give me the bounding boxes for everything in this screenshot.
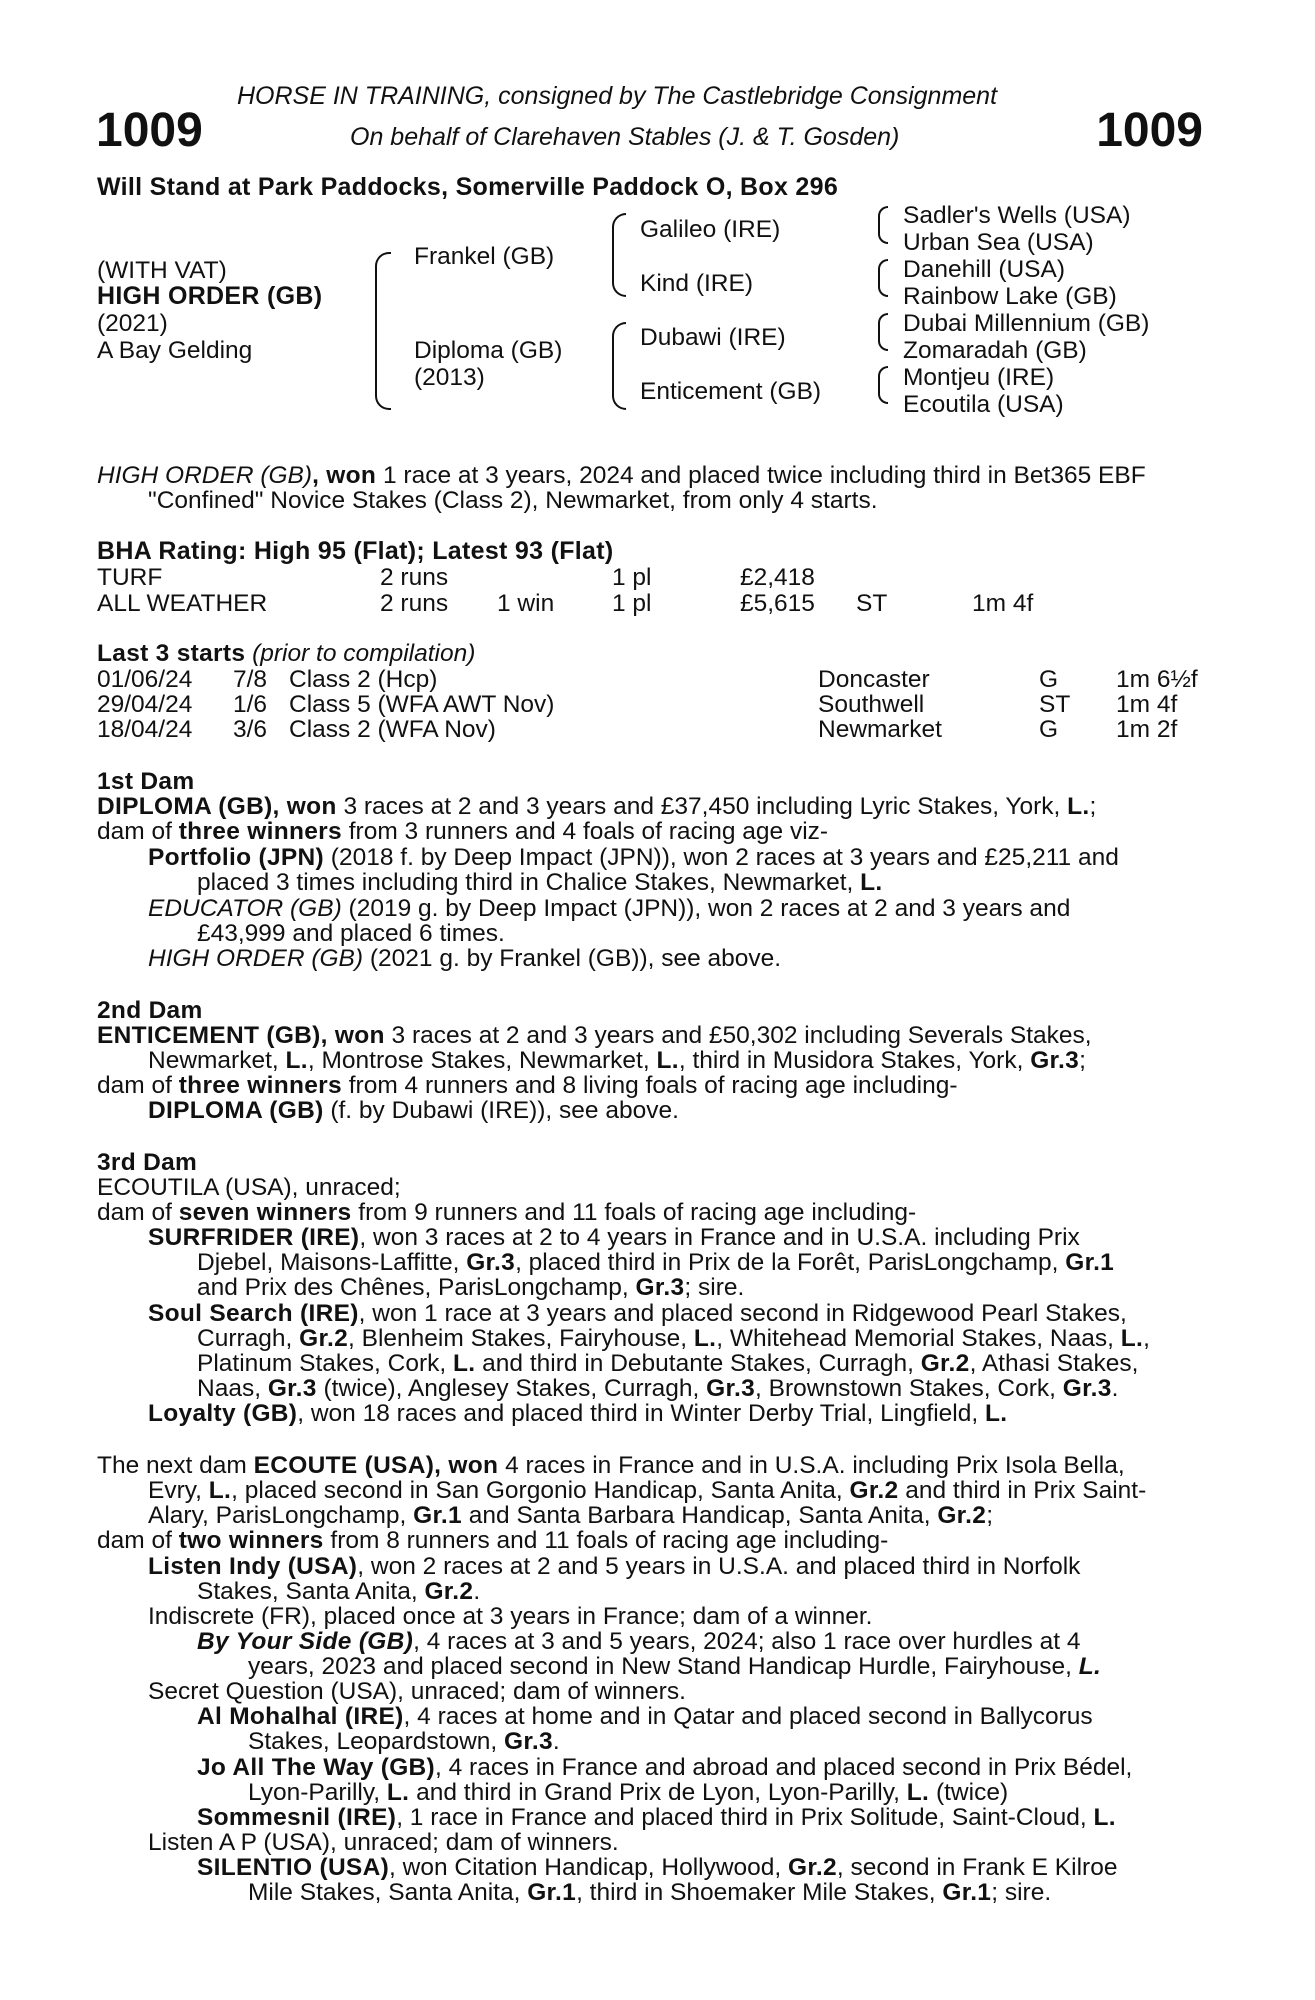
third-dam-line-2: dam of seven winners from 9 runners and 11 foals of racing age including- (97, 1199, 917, 1226)
second-dam-line-2: Newmarket, L., Montrose Stakes, Newmarket, L., third in Musidora Stakes, York, Gr.3; (148, 1047, 1086, 1074)
gen3-3: Danehill (USA) (903, 256, 1066, 283)
lot-number-left: 1009 (96, 104, 203, 157)
surfrider-line-1: SURFRIDER (IRE), won 3 races at 2 to 4 years in France and in U.S.A. including Prix (148, 1224, 1080, 1251)
third-dam-line-1: ECOUTILA (USA), unraced; (97, 1174, 401, 1201)
al-mohalhal-line-2: Stakes, Leopardstown, Gr.3. (248, 1728, 560, 1755)
sommesnil-line: Sommesnil (IRE), 1 race in France and placed third in Prix Solitude, Saint-Cloud, L. (197, 1804, 1116, 1831)
first-dam-heading: 1st Dam (97, 768, 195, 795)
second-dam-line-1: ENTICEMENT (GB), won 3 races at 2 and 3 years and £50,302 including Severals Stakes, (97, 1022, 1092, 1049)
next-dam-line-1: The next dam ECOUTE (USA), won 4 races in France and in U.S.A. including Prix Isola Bella, (97, 1452, 1125, 1479)
soul-search-line-3: Platinum Stakes, Cork, L. and third in Debutante Stakes, Curragh, Gr.2, Athasi Stakes, (197, 1350, 1139, 1377)
indiscrete-line: Indiscrete (FR), placed once at 3 years in France; dam of a winner. (148, 1603, 873, 1630)
by-your-side-line-1: By Your Side (GB), 4 races at 3 and 5 years, 2024; also 1 race over hurdles at 4 (197, 1628, 1081, 1655)
gen2-sire-dam: Kind (IRE) (640, 270, 754, 297)
horse-year: (2021) (97, 310, 168, 337)
consignor-line: HORSE IN TRAINING, consigned by The Castlebridge Consignment (237, 82, 998, 110)
second-dam-line-3: dam of three winners from 4 runners and 8 living foals of racing age including- (97, 1072, 958, 1099)
second-dam-heading: 2nd Dam (97, 997, 203, 1024)
first-dam-foal-2: EDUCATOR (GB) (2019 g. by Deep Impact (JPN)), won 2 races at 2 and 3 years and (148, 895, 1071, 922)
gen3-6: Zomaradah (GB) (903, 337, 1087, 364)
gen2-sire-sire: Galileo (IRE) (640, 216, 781, 243)
next-dam-line-2: Evry, L., placed second in San Gorgonio Handicap, Santa Anita, Gr.2 and third in Prix Saint- (148, 1477, 1147, 1504)
first-dam-foal-2-cont: £43,999 and placed 6 times. (197, 920, 505, 947)
by-your-side-line-2: years, 2023 and placed second in New Stand Handicap Hurdle, Fairyhouse, L. (248, 1653, 1102, 1680)
gen3-7: Montjeu (IRE) (903, 364, 1055, 391)
surfrider-line-3: and Prix des Chênes, ParisLongchamp, Gr.3; sire. (197, 1274, 745, 1301)
horse-name: HIGH ORDER (GB) (97, 282, 323, 310)
gen2-dam-sire: Dubawi (IRE) (640, 324, 786, 351)
jo-all-the-way-line-2: Lyon-Parilly, L. and third in Grand Prix de Lyon, Lyon-Parilly, L. (twice) (248, 1779, 1009, 1806)
al-mohalhal-line-1: Al Mohalhal (IRE), 4 races at home and in Qatar and placed second in Ballycorus (197, 1703, 1093, 1730)
next-dam-line-4: dam of two winners from 8 runners and 11 foals of racing age including- (97, 1527, 889, 1554)
sire-name: Frankel (GB) (414, 243, 555, 270)
gen3-5: Dubai Millennium (GB) (903, 310, 1150, 337)
dam-year: (2013) (414, 364, 485, 391)
first-dam-line-1: DIPLOMA (GB), won 3 races at 2 and 3 years and £37,450 including Lyric Stakes, York, L.; (97, 793, 1097, 820)
surfrider-line-2: Djebel, Maisons-Laffitte, Gr.3, placed third in Prix de la Forêt, ParisLongchamp, Gr.1 (197, 1249, 1115, 1276)
third-dam-heading: 3rd Dam (97, 1149, 198, 1176)
jo-all-the-way-line-1: Jo All The Way (GB), 4 races in France and abroad and placed second in Prix Bédel, (197, 1754, 1133, 1781)
first-dam-foal-1-cont: placed 3 times including third in Chalice Stakes, Newmarket, L. (197, 869, 883, 896)
summary-line-2: "Confined" Novice Stakes (Class 2), Newmarket, from only 4 starts. (148, 487, 878, 514)
gen3-4: Rainbow Lake (GB) (903, 283, 1117, 310)
location-line: Will Stand at Park Paddocks, Somerville Paddock O, Box 296 (97, 173, 839, 201)
pedigree-brace-3d (878, 366, 888, 404)
pedigree-brace-3c (878, 313, 888, 351)
gen3-8: Ecoutila (USA) (903, 391, 1064, 418)
vat-note: (WITH VAT) (97, 257, 227, 284)
next-dam-line-3: Alary, ParisLongchamp, Gr.1 and Santa Barbara Handicap, Santa Anita, Gr.2; (148, 1502, 994, 1529)
pedigree-brace-3b (878, 259, 888, 297)
bha-rating-title: BHA Rating: High 95 (Flat); Latest 93 (Flat) (97, 537, 614, 565)
pedigree-brace-2b (612, 322, 626, 410)
soul-search-line-2: Curragh, Gr.2, Blenheim Stakes, Fairyhouse, L., Whitehead Memorial Stakes, Naas, L., (197, 1325, 1150, 1352)
last-starts-title: Last 3 starts (prior to compilation) (97, 640, 476, 667)
lot-number-right: 1009 (1096, 104, 1203, 157)
soul-search-line-4: Naas, Gr.3 (twice), Anglesey Stakes, Curragh, Gr.3, Brownstown Stakes, Cork, Gr.3. (197, 1375, 1119, 1402)
listen-indy-line-2: Stakes, Santa Anita, Gr.2. (197, 1578, 481, 1605)
first-dam-line-2: dam of three winners from 3 runners and 4 foals of racing age viz- (97, 818, 829, 845)
gen2-dam-dam: Enticement (GB) (640, 378, 822, 405)
gen3-2: Urban Sea (USA) (903, 229, 1094, 256)
first-dam-foal-1: Portfolio (JPN) (2018 f. by Deep Impact (JPN)), won 2 races at 3 years and £25,211 and (148, 844, 1119, 871)
silentio-line-2: Mile Stakes, Santa Anita, Gr.1, third in Shoemaker Mile Stakes, Gr.1; sire. (248, 1879, 1052, 1906)
horse-description: A Bay Gelding (97, 337, 253, 364)
second-dam-line-4: DIPLOMA (GB) (f. by Dubawi (IRE)), see above. (148, 1097, 679, 1124)
silentio-line-1: SILENTIO (USA), won Citation Handicap, Hollywood, Gr.2, second in Frank E Kilroe (197, 1854, 1118, 1881)
pedigree-brace-2a (612, 213, 626, 297)
gen3-1: Sadler's Wells (USA) (903, 202, 1131, 229)
pedigree-brace-1 (375, 252, 391, 410)
on-behalf-line: On behalf of Clarehaven Stables (J. & T. Gosden) (350, 123, 900, 151)
listen-indy-line-1: Listen Indy (USA), won 2 races at 2 and 5 years in U.S.A. and placed third in Norfolk (148, 1553, 1081, 1580)
dam-name: Diploma (GB) (414, 337, 563, 364)
pedigree-brace-3a (878, 206, 888, 244)
listen-ap-line: Listen A P (USA), unraced; dam of winners. (148, 1829, 619, 1856)
soul-search-line-1: Soul Search (IRE), won 1 race at 3 years and placed second in Ridgewood Pearl Stakes, (148, 1300, 1127, 1327)
summary-line-1: HIGH ORDER (GB), won 1 race at 3 years, 2024 and placed twice including third in Bet365 EBF (97, 462, 1146, 489)
first-dam-foal-3: HIGH ORDER (GB) (2021 g. by Frankel (GB)), see above. (148, 945, 782, 972)
secret-question-line: Secret Question (USA), unraced; dam of winners. (148, 1678, 686, 1705)
loyalty-line: Loyalty (GB), won 18 races and placed third in Winter Derby Trial, Lingfield, L. (148, 1400, 1008, 1427)
